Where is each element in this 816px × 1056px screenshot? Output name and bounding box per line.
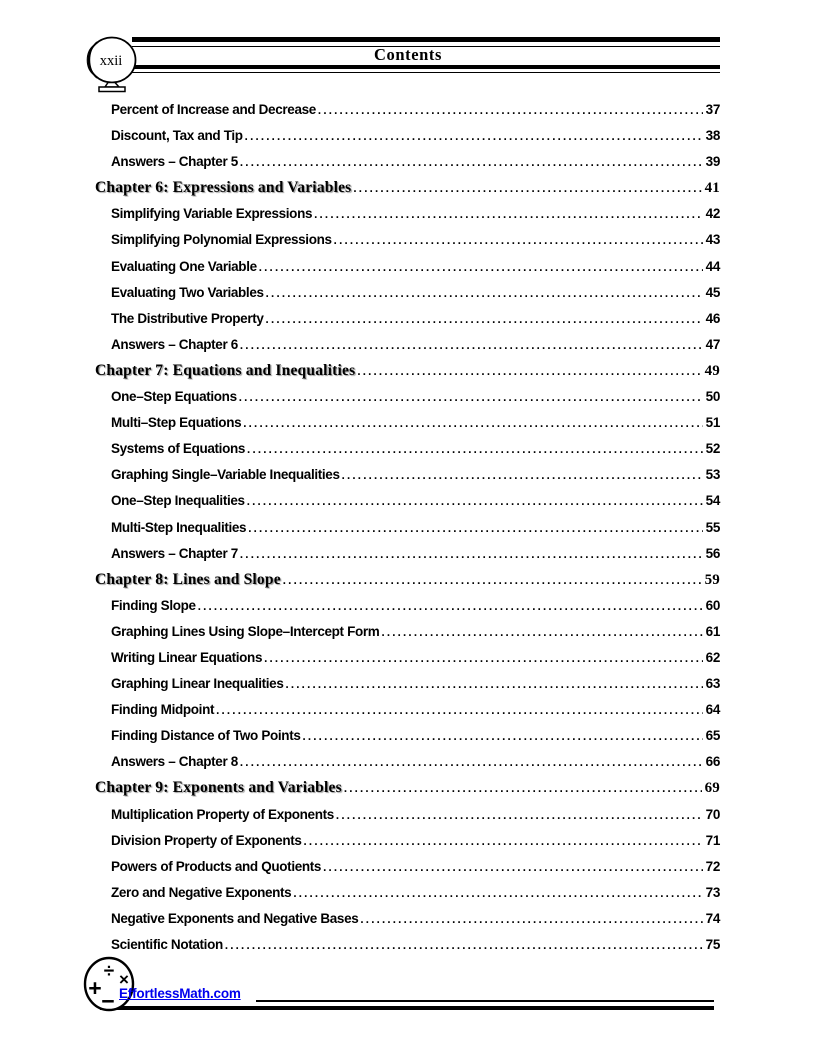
dot-leader <box>357 358 701 385</box>
dot-leader <box>344 775 702 802</box>
toc-entry-row[interactable] <box>95 828 720 854</box>
toc-entry-label: Finding Slope <box>111 597 196 613</box>
math-symbols-logo-icon <box>82 956 138 1014</box>
toc-entry-label: Chapter 6: Expressions and Variables <box>95 179 352 197</box>
header-rule-bottom-thick <box>132 65 720 70</box>
toc-page-number: 54 <box>705 493 720 509</box>
page-number-roman: xxii <box>99 53 123 69</box>
toc-page-number: 47 <box>705 336 720 352</box>
toc-chapter-row[interactable] <box>95 358 720 384</box>
toc-page-number: 75 <box>705 937 720 952</box>
dot-leader <box>198 593 703 620</box>
toc-entry-label: Writing Linear Equations <box>111 649 263 665</box>
toc-entry-row[interactable] <box>95 332 720 358</box>
toc-entry-row[interactable] <box>95 880 720 906</box>
dot-leader <box>266 280 703 307</box>
dot-leader <box>303 723 703 750</box>
toc-entry-label: One–Step Equations <box>111 389 237 405</box>
toc-entry-label: Finding Midpoint <box>111 702 215 718</box>
toc-entry-label: Multiplication Property of Exponents <box>111 806 334 822</box>
toc-entry-label: Answers – Chapter 7 <box>111 545 238 561</box>
toc-entry-label: Zero and Negative Exponents <box>111 884 292 900</box>
toc-entry-label: Chapter 9: Exponents and Variables <box>95 779 342 797</box>
toc-page-number: 46 <box>705 310 720 326</box>
toc-entry-row[interactable] <box>95 254 720 280</box>
header-rule-bottom-thin <box>132 72 720 74</box>
toc-entry-row[interactable] <box>95 384 720 410</box>
dot-leader <box>240 149 703 176</box>
multiply-symbol: × <box>119 970 129 989</box>
toc-entry-label: Simplifying Variable Expressions <box>111 206 313 222</box>
toc-entry-label: Finding Distance of Two Points <box>111 728 301 744</box>
toc-entry-row[interactable] <box>95 802 720 828</box>
dot-leader <box>225 932 703 959</box>
toc-entry-row[interactable] <box>95 306 720 332</box>
dot-leader <box>247 436 703 463</box>
dot-leader <box>285 671 702 698</box>
dot-leader <box>318 97 703 124</box>
toc-entry-label: One–Step Inequalities <box>111 493 245 509</box>
toc-entry-label: Evaluating One Variable <box>111 258 257 274</box>
toc-entry-label: Chapter 8: Lines and Slope <box>95 570 281 588</box>
toc-entry-row[interactable] <box>95 436 720 462</box>
dot-leader <box>353 175 701 202</box>
dot-leader <box>247 488 703 515</box>
toc-entry-label: Multi–Step Equations <box>111 415 242 431</box>
toc-entry-label: Multi-Step Inequalities <box>111 519 247 535</box>
toc-entry-row[interactable] <box>95 227 720 253</box>
dot-leader <box>342 462 703 489</box>
effortlessmath-link[interactable]: EffortlessMath.com <box>119 986 241 1001</box>
toc-entry-label: Graphing Linear Inequalities <box>111 676 284 692</box>
footer-rule-thick <box>100 1006 714 1011</box>
dot-leader <box>293 880 702 907</box>
plus-symbol: + <box>88 975 102 1001</box>
toc-entry-row[interactable] <box>95 541 720 567</box>
toc-page-number: 49 <box>704 362 720 379</box>
dot-leader <box>304 828 703 855</box>
toc-page-number: 51 <box>705 415 720 431</box>
toc-entry-label: Graphing Single–Variable Inequalities <box>111 467 340 483</box>
toc-entry-label: Graphing Lines Using Slope–Intercept Form <box>111 623 380 639</box>
toc-page-number: 56 <box>705 545 720 561</box>
toc-entry-row[interactable] <box>95 932 720 958</box>
toc-chapter-row[interactable] <box>95 175 720 201</box>
dot-leader <box>336 802 703 829</box>
dot-leader <box>314 201 703 228</box>
toc-page-number: 63 <box>705 676 720 692</box>
toc-entry-label: Systems of Equations <box>111 441 246 457</box>
toc-entry-row[interactable] <box>95 723 720 749</box>
toc-page-number: 55 <box>705 519 720 535</box>
toc-page-number: 53 <box>705 467 720 483</box>
toc-page-number: 70 <box>705 806 720 822</box>
toc-page-number: 59 <box>704 571 720 588</box>
toc-entry-row[interactable] <box>95 201 720 227</box>
toc-page-number: 52 <box>705 441 720 457</box>
toc-entry-row[interactable] <box>95 593 720 619</box>
toc-entry-row[interactable] <box>95 906 720 932</box>
toc-entry-label: Division Property of Exponents <box>111 832 302 848</box>
header-title: Contents <box>373 45 443 64</box>
dot-leader <box>240 749 703 776</box>
toc-page-number: 60 <box>705 597 720 613</box>
toc-page-number: 69 <box>704 780 720 797</box>
divide-symbol: ÷ <box>103 961 115 982</box>
toc-entry-row[interactable] <box>95 123 720 149</box>
dot-leader <box>259 254 703 281</box>
dot-leader <box>245 123 703 150</box>
toc-chapter-row[interactable] <box>95 775 720 801</box>
toc-page-number: 66 <box>705 754 720 770</box>
toc-chapter-row[interactable] <box>95 567 720 593</box>
toc-page-number: 61 <box>705 623 720 639</box>
toc-entry-row[interactable] <box>95 515 720 541</box>
toc-entry-label: Percent of Increase and Decrease <box>111 102 316 117</box>
toc-entry-label: Answers – Chapter 6 <box>111 336 238 352</box>
dot-leader <box>360 906 702 933</box>
toc-entry-row[interactable] <box>95 671 720 697</box>
dot-leader <box>334 227 703 254</box>
toc-entry-row[interactable] <box>95 97 720 123</box>
globe-icon <box>84 34 142 94</box>
toc-entry-label: Answers – Chapter 8 <box>111 754 238 770</box>
toc-page-number: 39 <box>705 154 720 170</box>
toc-entry-label: The Distributive Property <box>111 310 264 326</box>
footer-rule-thin <box>256 1000 714 1002</box>
toc-entry-label: Evaluating Two Variables <box>111 284 264 300</box>
toc-entry-row[interactable] <box>95 488 720 514</box>
toc-page-number: 43 <box>705 232 720 248</box>
header-rule-top-thick <box>132 37 720 42</box>
toc-page-number: 74 <box>705 910 720 926</box>
toc-entry-row[interactable] <box>95 645 720 671</box>
table-of-contents <box>95 97 720 958</box>
toc-entry-label: Chapter 7: Equations and Inequalities <box>95 361 356 379</box>
toc-entry-row[interactable] <box>95 280 720 306</box>
minus-symbol: − <box>101 988 115 1014</box>
toc-page-number: 65 <box>705 728 720 744</box>
toc-page-number: 44 <box>705 258 720 274</box>
toc-page-number: 41 <box>704 180 720 197</box>
dot-leader <box>283 567 702 594</box>
toc-entry-row[interactable] <box>95 410 720 436</box>
toc-page-number: 42 <box>705 206 720 222</box>
toc-page-number: 50 <box>705 389 720 405</box>
toc-entry-label: Discount, Tax and Tip <box>111 128 243 144</box>
toc-page-number: 38 <box>705 128 720 144</box>
toc-entry-row[interactable] <box>95 619 720 645</box>
toc-entry-row[interactable] <box>95 462 720 488</box>
dot-leader <box>381 619 702 646</box>
toc-entry-label: Simplifying Polynomial Expressions <box>111 232 332 248</box>
dot-leader <box>239 384 703 411</box>
dot-leader <box>243 410 702 437</box>
toc-page-number: 73 <box>705 884 720 900</box>
toc-entry-label: Powers of Products and Quotients <box>111 858 322 874</box>
toc-entry-row[interactable] <box>95 854 720 880</box>
toc-entry-label: Scientific Notation <box>111 937 223 952</box>
dot-leader <box>323 854 703 881</box>
dot-leader <box>240 332 703 359</box>
toc-entry-row[interactable] <box>95 749 720 775</box>
toc-page-number: 71 <box>705 832 720 848</box>
toc-page-number: 72 <box>705 858 720 874</box>
toc-page-number: 37 <box>705 102 720 117</box>
toc-page-number: 62 <box>705 649 720 665</box>
toc-entry-label: Negative Exponents and Negative Bases <box>111 910 359 926</box>
dot-leader <box>248 515 702 542</box>
toc-entry-row[interactable] <box>95 149 720 175</box>
dot-leader <box>264 645 703 672</box>
toc-entry-label: Answers – Chapter 5 <box>111 154 238 170</box>
toc-page-number: 45 <box>705 284 720 300</box>
dot-leader <box>216 697 703 724</box>
toc-page-number: 64 <box>705 702 720 718</box>
dot-leader <box>266 306 703 333</box>
toc-entry-row[interactable] <box>95 697 720 723</box>
dot-leader <box>240 541 703 568</box>
